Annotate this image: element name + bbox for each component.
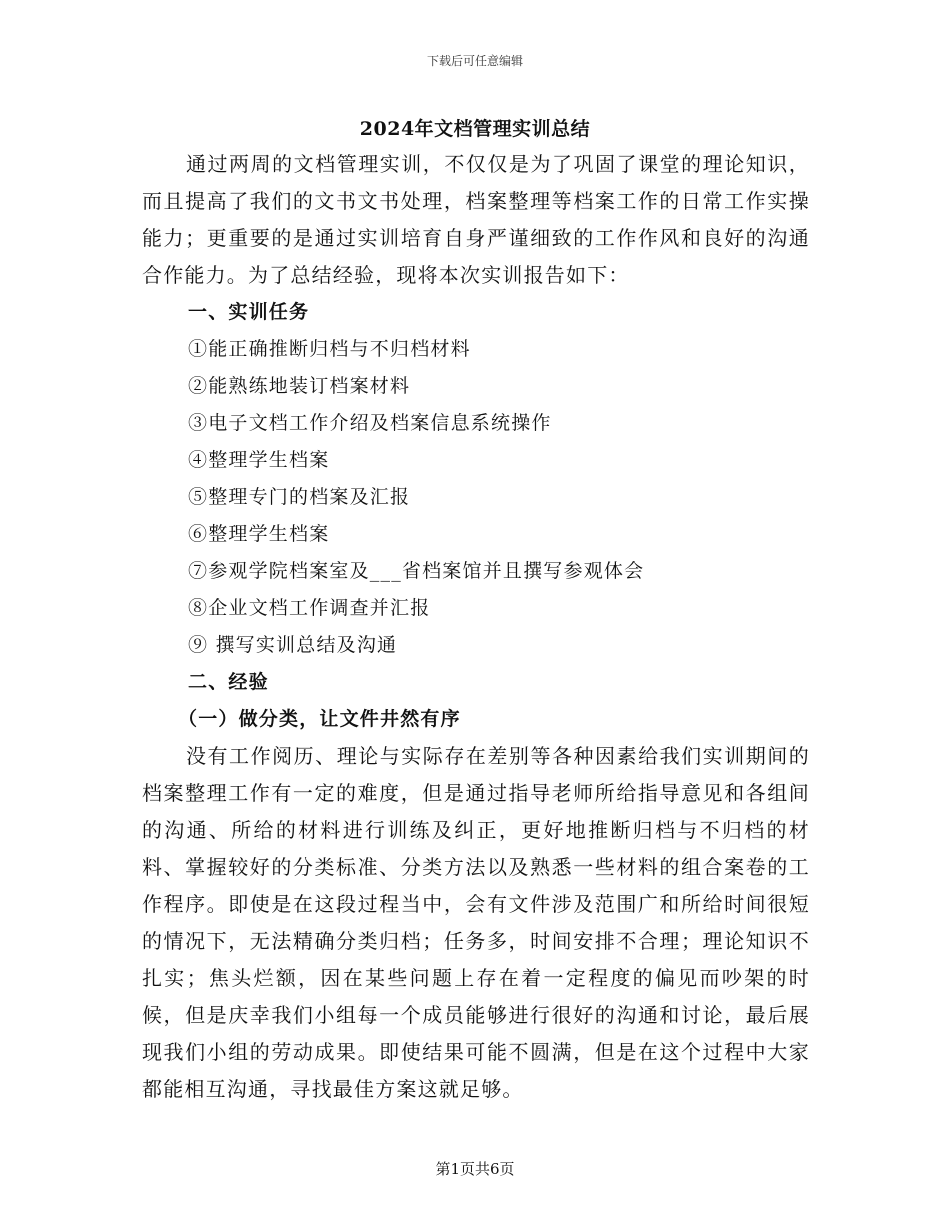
task-item: ⑦参观学院档案室及___省档案馆并且撰写参观体会 (188, 560, 645, 582)
task-item: ⑥整理学生档案 (188, 523, 330, 545)
experience-paragraph: 没有工作阅历、理论与实际存在差别等各种因素给我们实训期间的档案整理工作有一定的难度，但是通过指导老师所给指导意见和各组间的沟通、所给的材料进行训练及纠正，更好地推断归档与不归档的材料、掌握较好的分类标准、分类方法以及熟悉一些材料的组合案卷的工作程序。即使是在这段过程当中，会有文件涉及范围广和所给时间很短的情况下，无法精确分类归档；任务多，时间安排不合理；理论知识不扎实；焦头烂额，因在某些问题上存在着一定程度的偏见而吵架的时候，但是庆幸我们小组每一个成员能够进行很好的沟通和讨论，最后展现我们小组的劳动成果。即使结果可能不圆满，但是在这个过程中大家都能相互沟通，寻找最佳方案这就足够。 (142, 744, 810, 1101)
page-header-note: 下载后可任意编辑 (426, 54, 523, 68)
task-item: ⑨ 撰写实训总结及沟通 (188, 634, 398, 656)
task-item: ④整理学生档案 (188, 449, 330, 471)
task-item: ①能正确推断归档与不归档材料 (188, 338, 471, 360)
section-heading-experience: 二、经验 (188, 671, 269, 693)
section-heading-tasks: 一、实训任务 (188, 301, 310, 323)
task-list (142, 331, 810, 664)
task-item: ②能熟练地装订档案材料 (188, 375, 411, 397)
subsection-heading-classification: （一）做分类，让文件井然有序 (178, 708, 461, 730)
task-item: ⑧企业文档工作调查并汇报 (188, 597, 431, 619)
page-number-footer: 第1页共6页 (435, 1160, 515, 1178)
document-body (142, 146, 810, 1108)
task-item: ⑤整理专门的档案及汇报 (188, 486, 411, 508)
intro-paragraph: 通过两周的文档管理实训，不仅仅是为了巩固了课堂的理论知识，而且提高了我们的文书文书处理，档案整理等档案工作的日常工作实操能力；更重要的是通过实训培育自身严谨细致的工作作风和良好的沟通合作能力。为了总结经验，现将本次实训报告如下： (142, 152, 810, 287)
document-title: 2024年文档管理实训总结 (359, 118, 591, 140)
task-item: ③电子文档工作介绍及档案信息系统操作 (188, 412, 552, 434)
